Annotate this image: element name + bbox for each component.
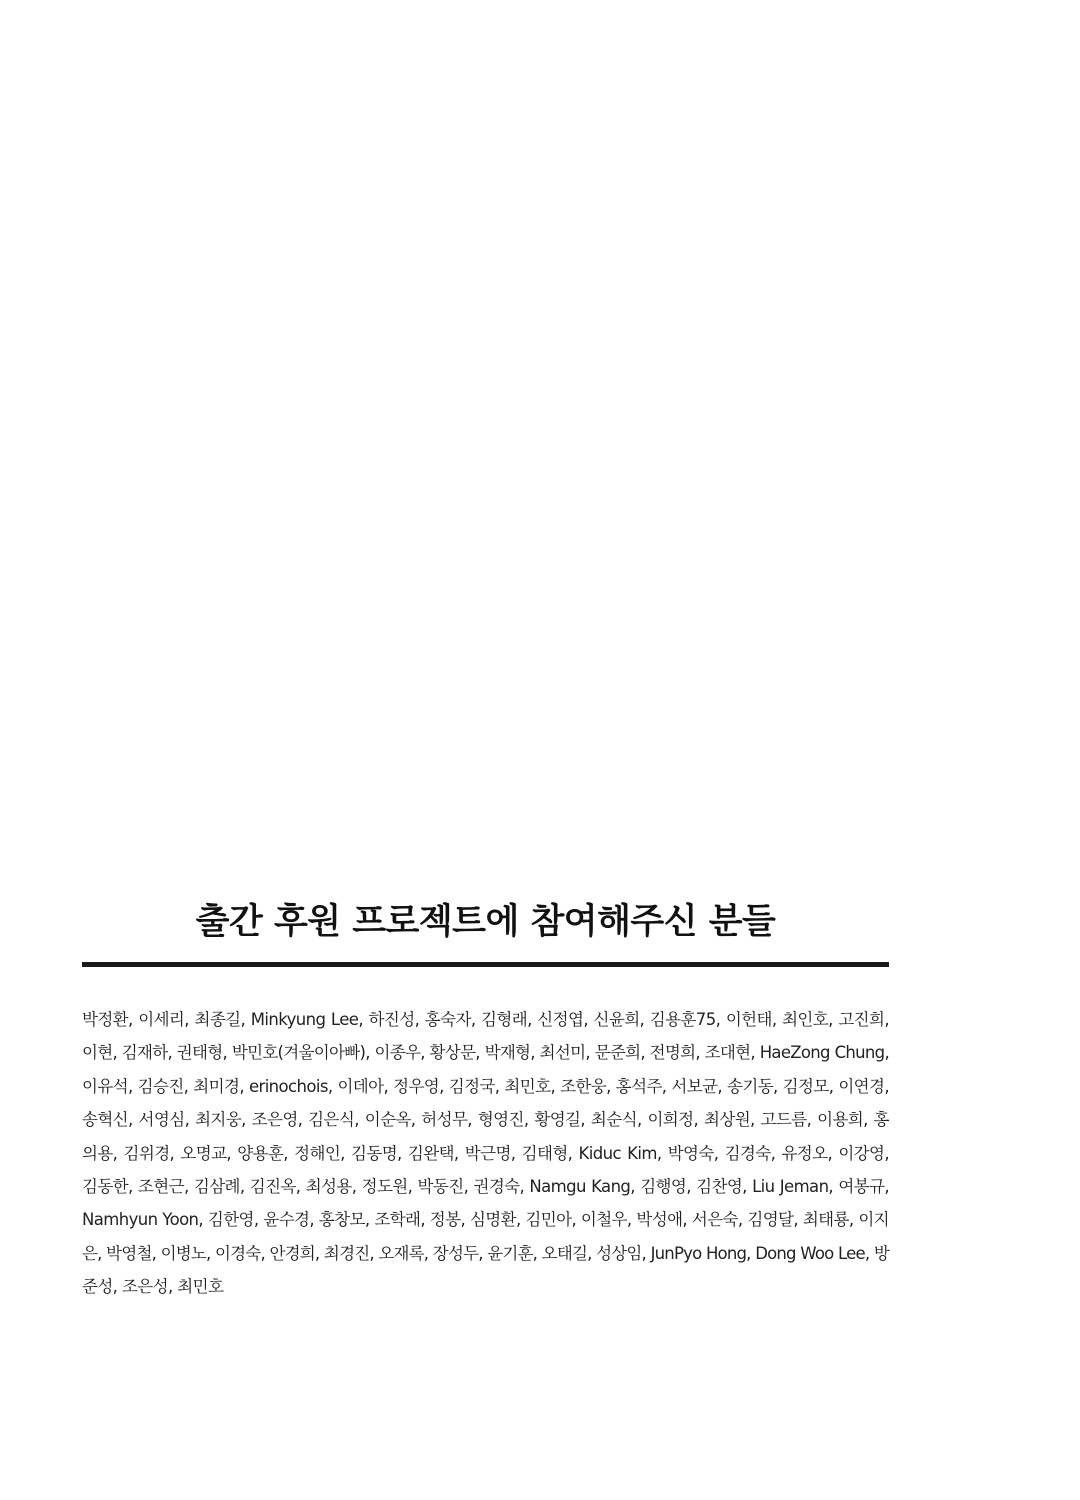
page-title: 출간 후원 프로젝트에 참여해주신 분들 [195,902,776,942]
name-list-line: 송혁신, 서영심, 최지웅, 조은영, 김은식, 이순옥, 허성무, 형영진, 황영길, 최순식, 이희정, 최상원, 고드름, 이용희, 홍 [82,1110,889,1130]
name-list-line: 준성, 조은성, 최민호 [82,1277,224,1297]
name-list-line: 이현, 김재하, 권태형, 박민호(겨울이아빠), 이종우, 황상문, 박재형, 최선미, 문준희, 전명희, 조대현, HaeZong Chung, [82,1043,889,1063]
name-list-line: 의용, 김위경, 오명교, 양용훈, 정해인, 김동명, 김완택, 박근명, 김태형, Kiduc Kim, 박영숙, 김경숙, 유정오, 이강영, [82,1143,889,1163]
supporter-name-list [82,1003,889,1304]
title-divider [82,962,889,967]
name-list-line: 이유석, 김승진, 최미경, erinochois, 이데아, 정우영, 김정국, 최민호, 조한웅, 홍석주, 서보균, 송기동, 김정모, 이연경, [82,1076,889,1096]
name-list-line: Namhyun Yoon, 김한영, 윤수경, 홍창모, 조학래, 정봉, 심명환, 김민아, 이철우, 박성애, 서은숙, 김영달, 최태룡, 이지 [82,1210,889,1230]
name-list-line: 은, 박영철, 이병노, 이경숙, 안경희, 최경진, 오재록, 장성두, 윤기훈, 오태길, 성상임, JunPyo Hong, Dong Woo Lee, 방 [82,1243,889,1263]
name-list-line: 김동한, 조현근, 김삼례, 김진옥, 최성용, 정도원, 박동진, 권경숙, Namgu Kang, 김행영, 김찬영, Liu Jeman, 여봉규, [82,1176,889,1196]
name-list-line: 박정환, 이세리, 최종길, Minkyung Lee, 하진성, 홍숙자, 김형래, 신정엽, 신윤희, 김용훈75, 이헌태, 최인호, 고진희, [82,1010,889,1029]
